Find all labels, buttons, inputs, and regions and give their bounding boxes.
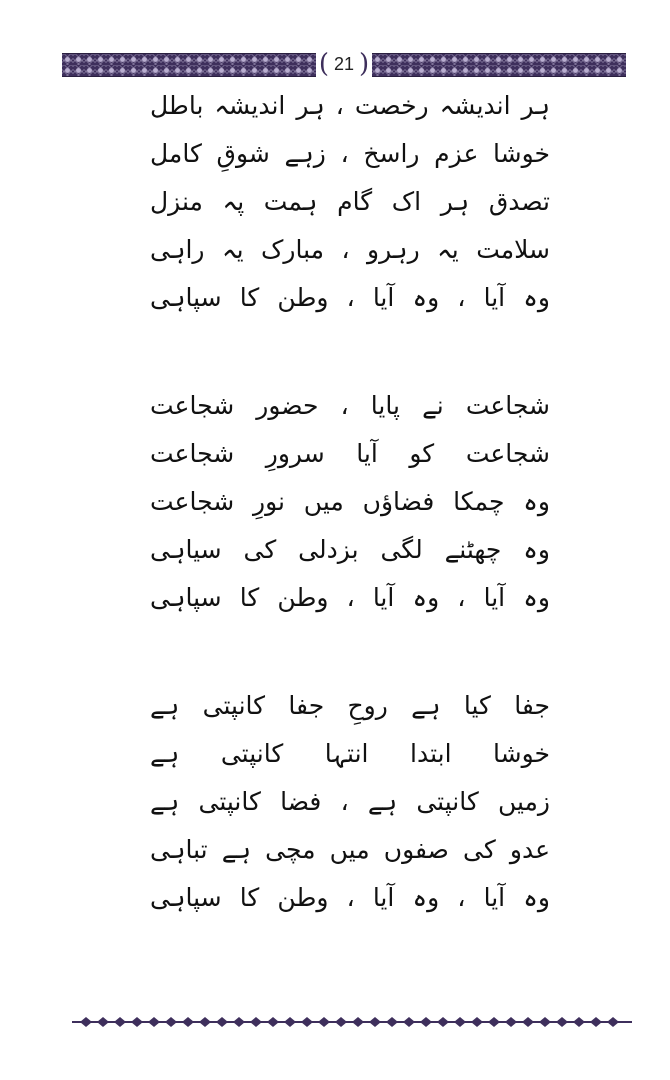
- verse-line: شجاعت نے پایا ، حضور شجاعت: [150, 391, 550, 420]
- ornament-diamond: [573, 1017, 585, 1027]
- ornament-diamond: [556, 1017, 568, 1027]
- verse-line: سلامت یہ رہرو ، مبارک یہ راہی: [150, 235, 550, 264]
- verse-line: خوشا عزم راسخ ، زہے شوقِ کامل: [150, 139, 550, 168]
- ornament-diamond: [403, 1017, 415, 1027]
- verse-line: وہ آیا ، وہ آیا ، وطن کا سپاہی: [150, 283, 550, 312]
- stanza-1: [150, 82, 550, 322]
- ornament-diamond: [369, 1017, 381, 1027]
- verse-line: ہر اندیشہ رخصت ، ہر اندیشہ باطل: [150, 91, 550, 120]
- ornament-diamond: [250, 1017, 262, 1027]
- verse-line: شجاعت کو آیا سرورِ شجاعت: [150, 439, 550, 468]
- ornament-diamond: [97, 1017, 109, 1027]
- ornament-diamond: [182, 1017, 194, 1027]
- header-ornament-right: [372, 53, 626, 77]
- ornament-diamond: [471, 1017, 483, 1027]
- ornament-diamond: [386, 1017, 398, 1027]
- ornament-diamond: [420, 1017, 432, 1027]
- ornament-diamond: [284, 1017, 296, 1027]
- ornament-diamond: [607, 1017, 619, 1027]
- ornament-diamond: [318, 1017, 330, 1027]
- verse-line: تصدق ہر اک گام ہمت پہ منزل: [150, 187, 550, 216]
- ornament-diamond: [199, 1017, 211, 1027]
- ornament-diamond: [267, 1017, 279, 1027]
- verse-line: زمیں کانپتی ہے ، فضا کانپتی ہے: [150, 787, 550, 816]
- verse-line: وہ آیا ، وہ آیا ، وطن کا سپاہی: [150, 583, 550, 612]
- ornament-diamond: [590, 1017, 602, 1027]
- ornament-diamond: [80, 1017, 92, 1027]
- ornament-diamond: [114, 1017, 126, 1027]
- verse-line: وہ آیا ، وہ آیا ، وطن کا سپاہی: [150, 883, 550, 912]
- verse-line: جفا کیا ہے روحِ جفا کانپتی ہے: [150, 691, 550, 720]
- verse-line: وہ چمکا فضاؤں میں نورِ شجاعت: [150, 487, 550, 516]
- poem-body: [150, 82, 550, 982]
- footer-ornament: [72, 1014, 632, 1030]
- ornament-diamond: [131, 1017, 143, 1027]
- ornament-diamond: [352, 1017, 364, 1027]
- verse-line: عدو کی صفوں میں مچی ہے تباہی: [150, 835, 550, 864]
- page-number: 21: [333, 54, 355, 74]
- ornament-diamond: [148, 1017, 160, 1027]
- stanza-2: [150, 382, 550, 622]
- ornament-diamond: [488, 1017, 500, 1027]
- ornament-diamond: [437, 1017, 449, 1027]
- ornament-diamond: [539, 1017, 551, 1027]
- stanza-3: [150, 682, 550, 922]
- ornament-diamond: [454, 1017, 466, 1027]
- ornament-diamond: [335, 1017, 347, 1027]
- ornament-diamond: [233, 1017, 245, 1027]
- page-number-frame: ( 21 ): [318, 49, 370, 79]
- verse-line: خوشا ابتدا انتہا کانپتی ہے: [150, 739, 550, 768]
- verse-line: وہ چھٹنے لگی بزدلی کی سیاہی: [150, 535, 550, 564]
- ornament-diamond: [505, 1017, 517, 1027]
- ornament-diamond: [165, 1017, 177, 1027]
- ornament-diamond: [301, 1017, 313, 1027]
- ornament-diamond: [522, 1017, 534, 1027]
- ornament-diamond: [216, 1017, 228, 1027]
- header-ornament-left: [62, 53, 316, 77]
